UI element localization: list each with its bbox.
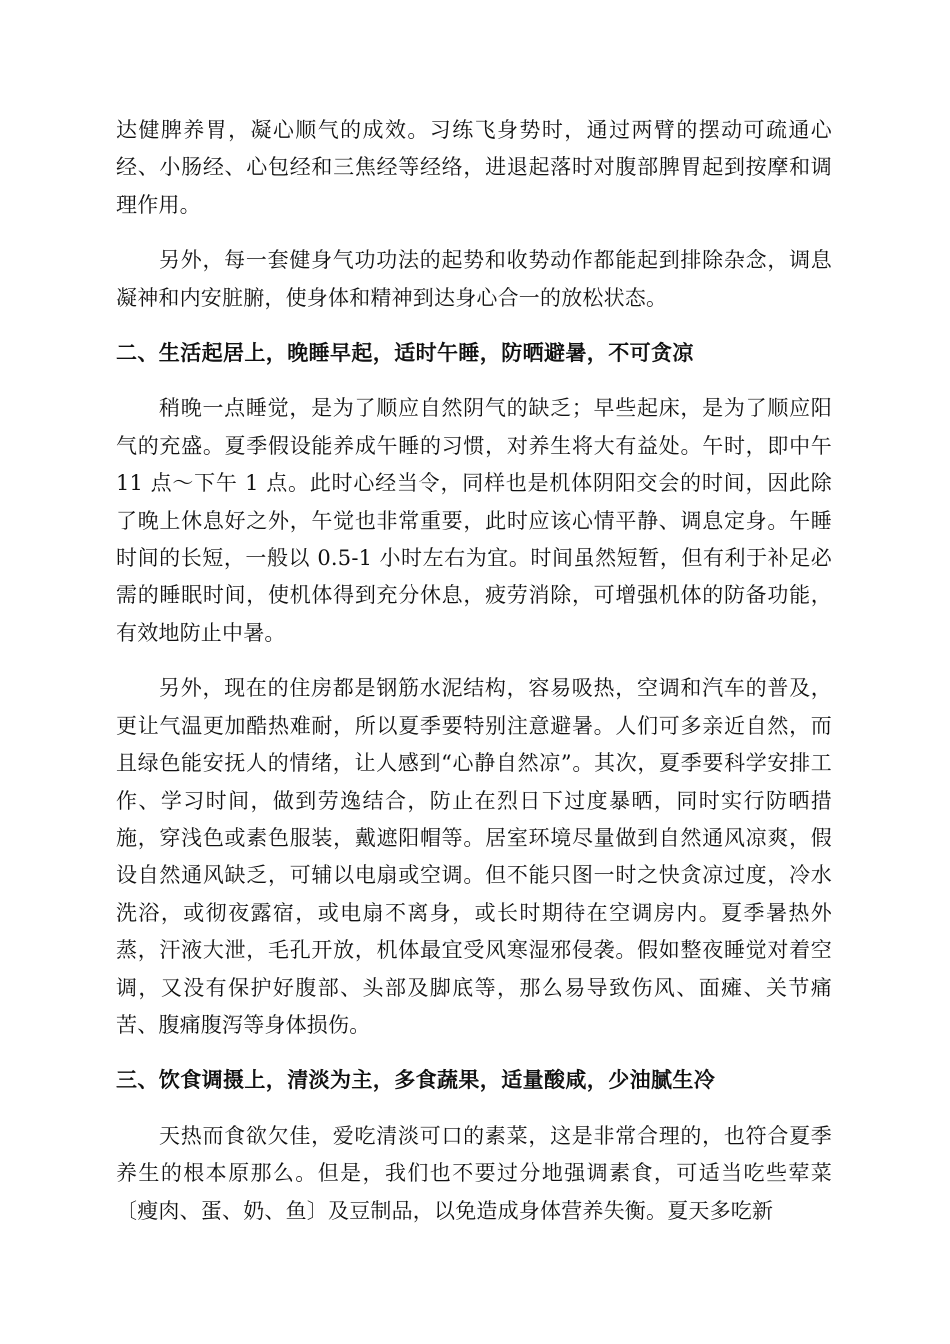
paragraph-nap: 稍晚一点睡觉，是为了顺应自然阴气的缺乏；早些起床，是为了顺应阳气的充盛。夏季假设能养成午睡的习惯，对养生将大有益处。午时，即中午 11 点～下午 1 点。此时心经当令，同样也是机体阴阳交会的时间，因此除了晚上休息好之外，午觉也非常重要，此时应该心情平静、调息定身。午睡时间的长短，一般以 0.5-1 小时左右为宜。时间虽然短暂，但有利于补足必需的睡眠时间，使机体得到充分休息，疲劳消除，可增强机体的防备功能，有效地防止中暑。: [116, 396, 832, 645]
paragraph-continuation: 达健脾养胃，凝心顺气的成效。习练飞身势时，通过两臂的摆动可疏通心经、小肠经、心包经和三焦经等经络，进退起落时对腹部脾胃起到按摩和调理作用。: [116, 118, 832, 217]
paragraph-diet: 天热而食欲欠佳，爱吃清淡可口的素菜，这是非常合理的，也符合夏季养生的根本原那么。但是，我们也不要过分地强调素食，可适当吃些荤菜〔瘦肉、蛋、奶、鱼〕及豆制品，以免造成身体营养失衡。夏天多吃新: [116, 1123, 832, 1223]
document-page: [116, 112, 832, 1248]
paragraph-heat-avoidance: 另外，现在的住房都是钢筋水泥结构，容易吸热，空调和汽车的普及，更让气温更加酷热难耐，所以夏季要特别注意避暑。人们可多亲近自然，而且绿色能安抚人的情绪，让人感到“心静自然凉”。其次，夏季要科学安排工作、学习时间，做到劳逸结合，防止在烈日下过度暴晒，同时实行防晒措施，穿浅色或素色服装，戴遮阳帽等。居室环境尽量做到自然通风凉爽，假设自然通风缺乏，可辅以电扇或空调。但不能只图一时之快贪凉过度，冷水洗浴，或彻夜露宿，或电扇不离身，或长时期待在空调房内。夏季暑热外蒸，汗液大泄，毛孔开放，机体最宜受风寒湿邪侵袭。假如整夜睡觉对着空调，又没有保护好腹部、头部及脚底等，那么易导致伤风、面瘫、关节痛苦、腹痛腹泻等身体损伤。: [116, 676, 832, 1037]
section-heading-diet: 三、饮食调摄上，清淡为主，多食蔬果，适量酸咸，少油腻生冷: [116, 1068, 716, 1093]
section-heading-daily-routine: 二、生活起居上，晚睡早起，适时午睡，防晒避暑，不可贪凉: [116, 341, 694, 366]
paragraph-qigong-summary: 另外，每一套健身气功功法的起势和收势动作都能起到排除杂念，调息凝神和内安脏腑，使身体和精神到达身心合一的放松状态。: [116, 248, 832, 310]
